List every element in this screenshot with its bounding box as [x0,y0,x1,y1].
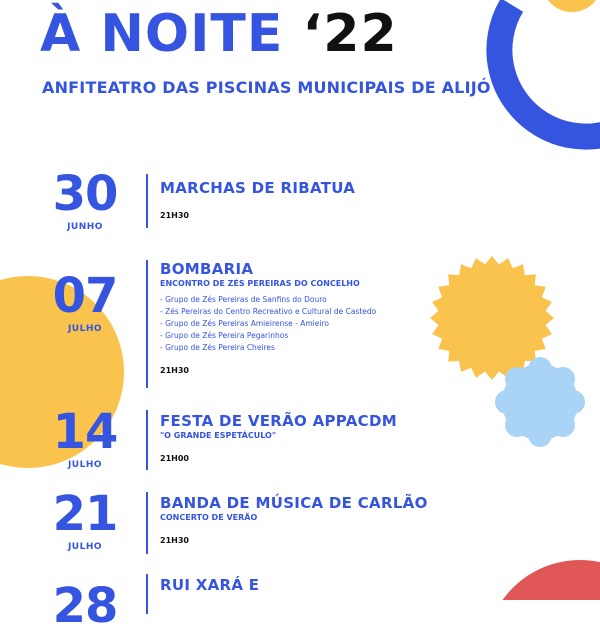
event-day: 14 [52,404,118,460]
participant-item: - Grupo de Zés Pereira Pegarinhos [160,331,289,340]
event-name: MARCHAS DE RIBATUA [160,179,356,197]
event-date [30,486,140,552]
participant-item: - Grupo de Zés Pereiras Amieirense - Amieiro [160,319,329,328]
event-name: BOMBARIA [160,260,254,278]
event-name: RUI XARÁ E [160,576,260,594]
participant-item: - Zés Pereiras do Centro Recreativo e Cultural de Castedo [160,307,377,316]
venue-subtitle: ANFITEATRO DAS PISCINAS MUNICIPAIS DE ALIJÓ [42,78,491,97]
event-date [30,166,140,232]
event-day: 30 [52,166,118,222]
event-info [160,260,376,375]
event-subtitle: "O GRANDE ESPETÁCULO" [160,431,276,440]
bottom-red-circle [485,560,600,600]
event-month: JULHO [67,460,103,470]
top-yellow-circle [542,0,600,12]
event-name: BANDA DE MÚSICA DE CARLÃO [160,494,428,512]
event-time: 21H30 [160,536,189,545]
event-divider [146,410,148,470]
participant-item: - Grupo de Zés Pereiras de Sanfins do Douro [160,295,327,304]
event-divider [146,574,148,614]
event-day: 07 [52,268,118,324]
event-participants [160,294,376,354]
blue-ring-arc [499,5,600,137]
event-day: 28 [52,578,118,634]
event-time: 21H30 [160,211,189,220]
event-month: JUNHO [67,222,103,232]
title-year: ‘22 [302,4,398,64]
event-info [160,494,428,545]
event-time: 21H30 [160,366,189,375]
event-day: 21 [52,486,118,542]
event-divider [146,492,148,554]
event-subtitle: CONCERTO DE VERÃO [160,513,258,522]
event-date [30,404,140,470]
event-divider [146,260,148,388]
event-divider [146,174,148,228]
event-name: FESTA DE VERÃO APPACDM [160,412,397,430]
event-time: 21H00 [160,454,189,463]
event-subtitle: ENCONTRO DE ZÉS PEREIRAS DO CONCELHO [160,279,360,288]
title-main: À NOITE [40,4,284,64]
event-date [30,268,140,334]
event-date [30,578,140,634]
event-month: JULHO [67,324,103,334]
event-info [160,179,355,220]
event-month: JULHO [67,542,103,552]
event-info [160,576,259,594]
event-info [160,412,397,463]
participant-item: - Grupo de Zés Pereira Cheires [160,343,275,352]
page-title [40,4,398,64]
